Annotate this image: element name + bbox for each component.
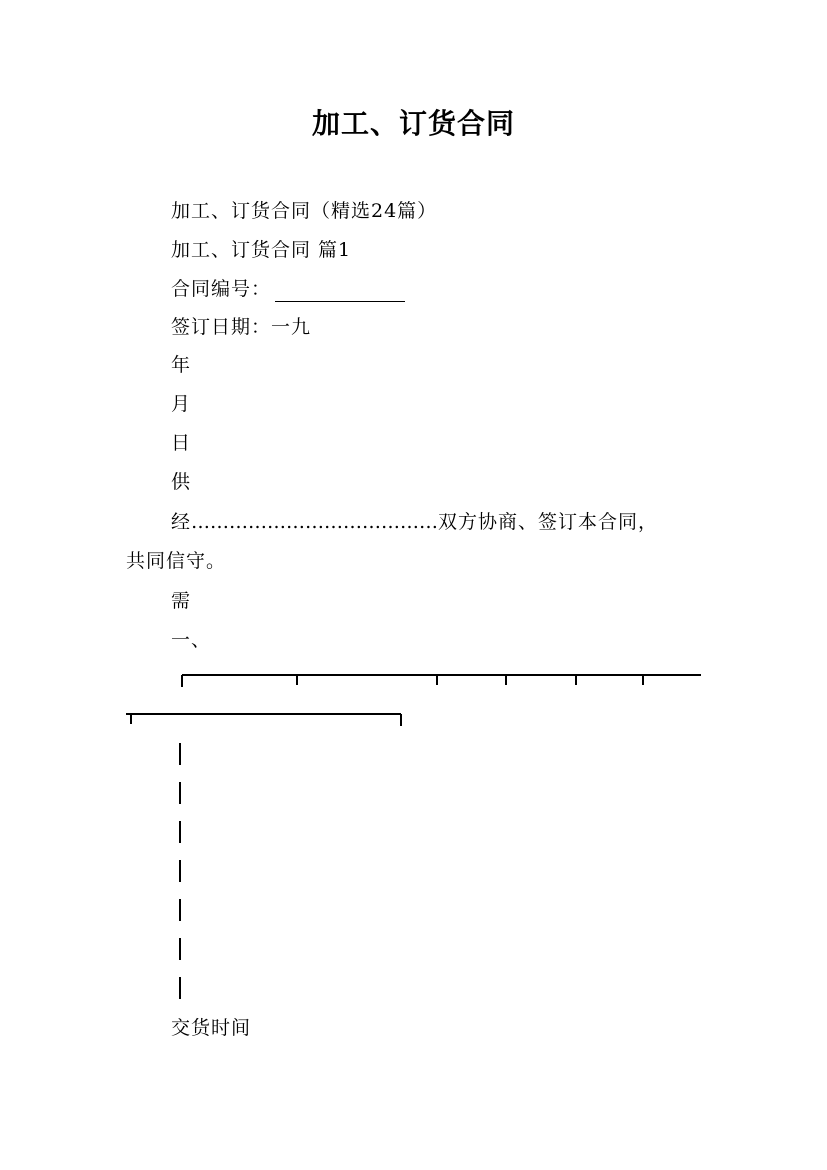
table-left-border (179, 821, 181, 843)
contract-number-label: 合同编号： (171, 278, 272, 300)
jing-char: 经 (171, 511, 192, 533)
table-left-border (179, 899, 181, 921)
section-one: 一、 (171, 629, 212, 651)
heading-line: 加工、订货合同（精选24篇） (171, 200, 438, 222)
day-char: 日 (171, 432, 192, 454)
delivery-time: 交货时间 (171, 1017, 252, 1039)
dot-leader: ………………………………… (191, 511, 439, 533)
month-char: 月 (171, 393, 192, 415)
demand-char: 需 (171, 590, 192, 612)
shared-trust: 共同信守。 (126, 550, 227, 572)
table-left-border (179, 938, 181, 960)
table-left-border (179, 782, 181, 804)
supply-char: 供 (171, 471, 192, 493)
sign-date-label: 签订日期：一九 (171, 316, 312, 338)
table-left-border (179, 977, 181, 999)
document-title: 加工、订货合同 (311, 107, 515, 140)
table-left-border (179, 743, 181, 765)
subheading: 加工、订货合同 篇1 (171, 239, 352, 261)
table-left-border (179, 860, 181, 882)
negotiation-text: 双方协商、签订本合同， (438, 511, 659, 533)
year-char: 年 (171, 354, 192, 376)
